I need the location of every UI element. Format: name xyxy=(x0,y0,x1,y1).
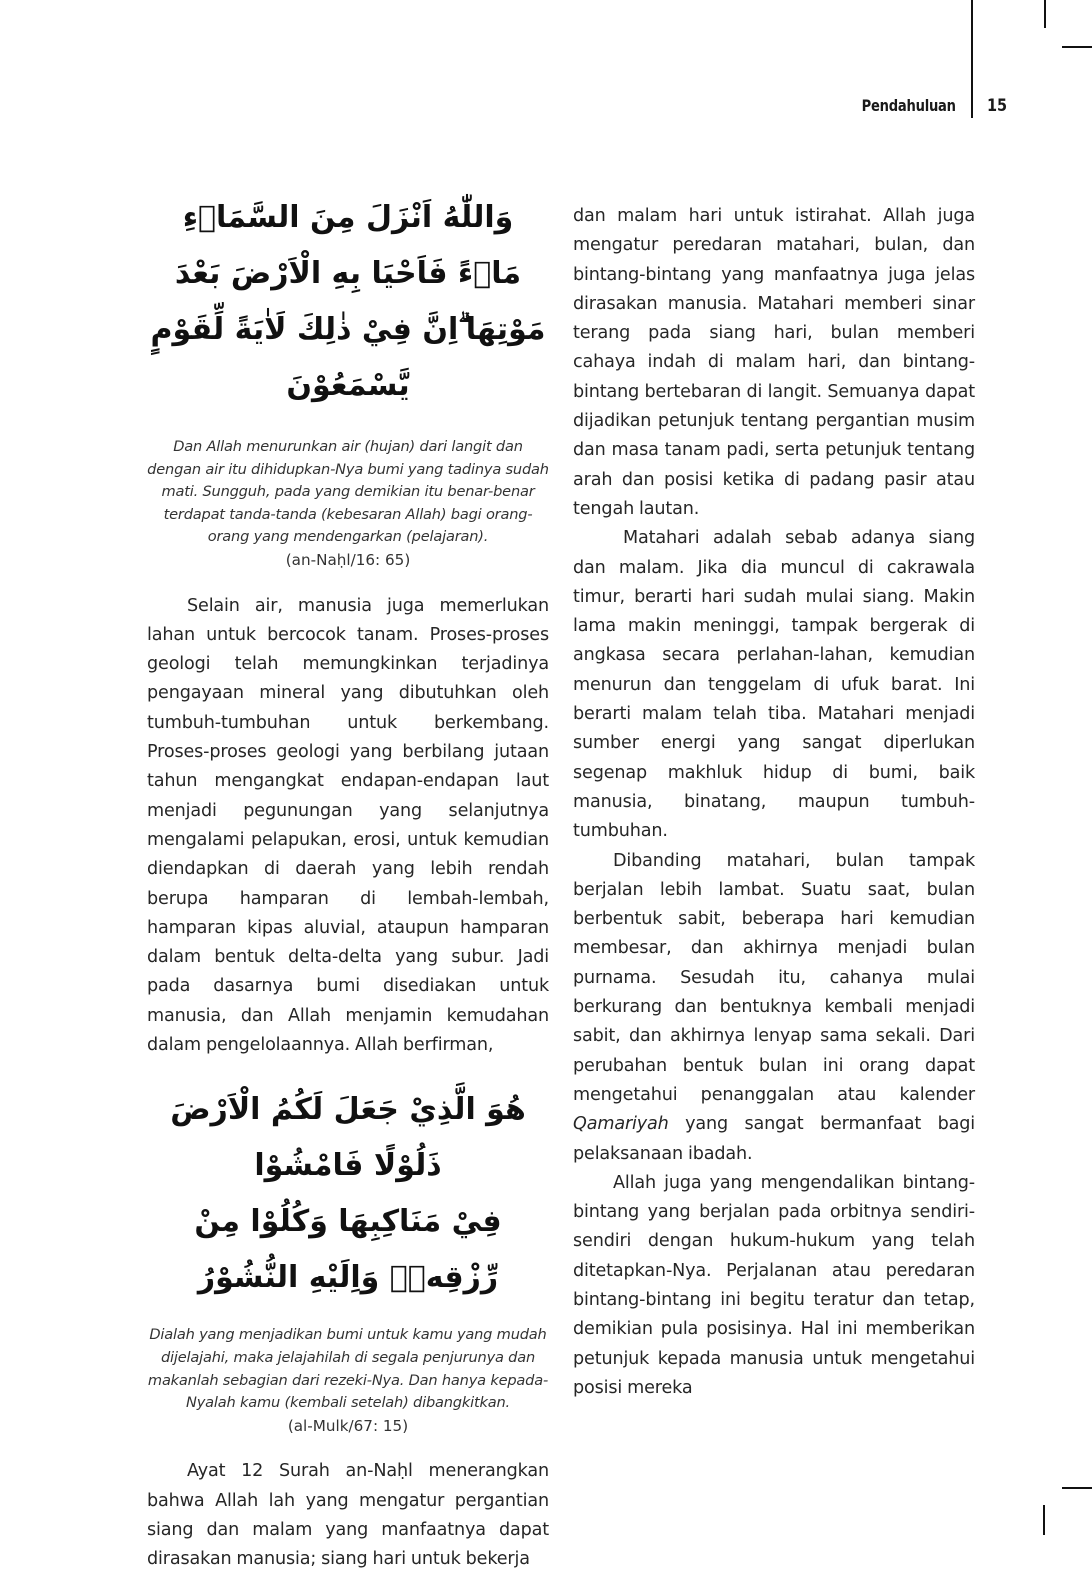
verse-translation: Dialah yang menjadikan bumi untuk kamu yang mudah dijelajahi, maka jelajahilah di segala penjurunya dan makanlah sebagian dari rezeki-Nya. Dan hanya kepada-Nyalah kamu (kembali setelah) dibangkitkan. xyxy=(147,1326,549,1412)
crop-mark-bottom-horizontal xyxy=(1062,1487,1092,1489)
body-paragraph: Ayat 12 Surah an-Naḥl menerangkan bahwa Allah lah yang mengatur pergantian siang dan malam yang manfaatnya dapat dirasakan manusia; siang hari untuk bekerja xyxy=(147,1461,549,1570)
verse-citation: (an-Naḥl/16: 65) xyxy=(285,550,411,569)
verse-citation: (al-Mulk/67: 15) xyxy=(287,1416,409,1435)
page-number: 15 xyxy=(987,96,1008,116)
body-paragraph: Matahari adalah sebab adanya siang dan malam. Jika dia muncul di cakrawala timur, berarti hari sudah mulai siang. Makin lama makin meninggi, tampak bergerak di angkasa secara perlahan-lahan, kemudian menurun dan tenggelam di ufuk barat. Ini berarti malam telah tiba. Matahari menjadi sumber energi yang sangat diperlukan segenap makhluk hidup di bumi, baik manusia, binatang, maupun tumbuh-tumbuhan. xyxy=(573,528,975,842)
crop-mark-top-vertical xyxy=(1044,0,1046,28)
italic-term: Qamariyah xyxy=(573,1114,669,1135)
running-header xyxy=(0,92,1092,122)
left-column xyxy=(147,190,549,1574)
crop-mark-top-horizontal xyxy=(1062,46,1092,48)
paragraph-text: Dibanding matahari, bulan tampak berjalan lebih lambat. Suatu saat, bulan berbentuk sabit, beberapa hari kemudian membesar, dan akhirnya menjadi bulan purnama. Sesudah itu, cahanya mulai berkurang dan bentuknya kembali menjadi sabit, dan akhirnya lenyap sama sekali. Dari perubahan bentuk bulan ini orang dapat mengetahui penanggalan atau kalender xyxy=(573,850,975,1105)
verse-block-al-mulk xyxy=(147,1082,549,1437)
section-title: Pendahuluan xyxy=(861,96,956,115)
body-paragraph xyxy=(573,847,975,1169)
body-paragraph: dan malam hari untuk istirahat. Allah juga mengatur peredaran matahari, bulan, dan bintang-bintang yang manfaatnya juga jelas dirasakan manusia. Matahari memberi sinar terang pada siang hari, bulan memberi cahaya indah di malam hari, dan bintang-bintang bertebaran di langit. Semuanya dapat dijadikan petunjuk tentang pergantian musim dan masa tanam padi, serta petunjuk tentang arah dan posisi ketika di padang pasir atau tengah lautan. xyxy=(573,206,975,519)
body-paragraph: Allah juga yang mengendalikan bintang-bintang yang berjalan pada orbitnya sendiri-sendiri dengan hukum-hukum yang telah ditetapkan-Nya. Perjalanan atau peredaran bintang-bintang ini begitu teratur dan tetap, demikian pula posisinya. Hal ini memberikan petunjuk kepada manusia untuk mengetahui posisi mereka xyxy=(573,1172,975,1398)
right-column xyxy=(573,202,975,1403)
arabic-verse-line: وَاللّٰهُ اَنْزَلَ مِنَ السَّمَاۤءِ مَاۤءً فَاَحْيَا بِهِ الْاَرْضَ بَعْدَ xyxy=(174,200,522,291)
arabic-verse-line: هُوَ الَّذِيْ جَعَلَ لَكُمُ الْاَرْضَ ذَلُوْلًا فَامْشُوْا xyxy=(170,1092,526,1184)
verse-block-an-nahl xyxy=(147,190,549,572)
verse-translation: Dan Allah menurunkan air (hujan) dari langit dan dengan air itu dihidupkan-Nya bumi yang tadinya sudah mati. Sungguh, pada yang demikian itu benar-benar terdapat tanda-tanda (kebesaran Allah) bagi orang-orang yang mendengarkan (pelajaran). xyxy=(147,438,549,546)
paragraph-text: yang sangat bermanfaat bagi pelaksanaan ibadah. xyxy=(573,1114,975,1164)
arabic-verse-line: فِيْ مَنَاكِبِهَا وَكُلُوْا مِنْ رِّزْقِهٖۗ وَاِلَيْهِ النُّشُوْرُ xyxy=(194,1204,502,1296)
arabic-verse-line: مَوْتِهَا ۗاِنَّ فِيْ ذٰلِكَ لَاٰيَةً لِّقَوْمٍ يَّسْمَعُوْنَ xyxy=(150,312,546,403)
crop-mark-bottom-vertical xyxy=(1043,1505,1045,1535)
body-paragraph: Selain air, manusia juga memerlukan lahan untuk bercocok tanam. Proses-proses geologi telah memungkinkan terjadinya pengayaan mineral yang dibutuhkan oleh tumbuh-tumbuhan untuk berkembang. Proses-proses geologi yang berbilang jutaan tahun mengangkat endapan-endapan laut menjadi pegunungan yang selanjutnya mengalami pelapukan, erosi, untuk kemudian diendapkan di daerah yang lebih rendah berupa hamparan di lembah-lembah, hamparan kipas aluvial, ataupun hamparan dalam bentuk delta-delta yang subur. Jadi pada dasarnya bumi disediakan untuk manusia, dan Allah menjamin kemudahan dalam pengelolaannya. Allah berfirman, xyxy=(147,595,549,1056)
